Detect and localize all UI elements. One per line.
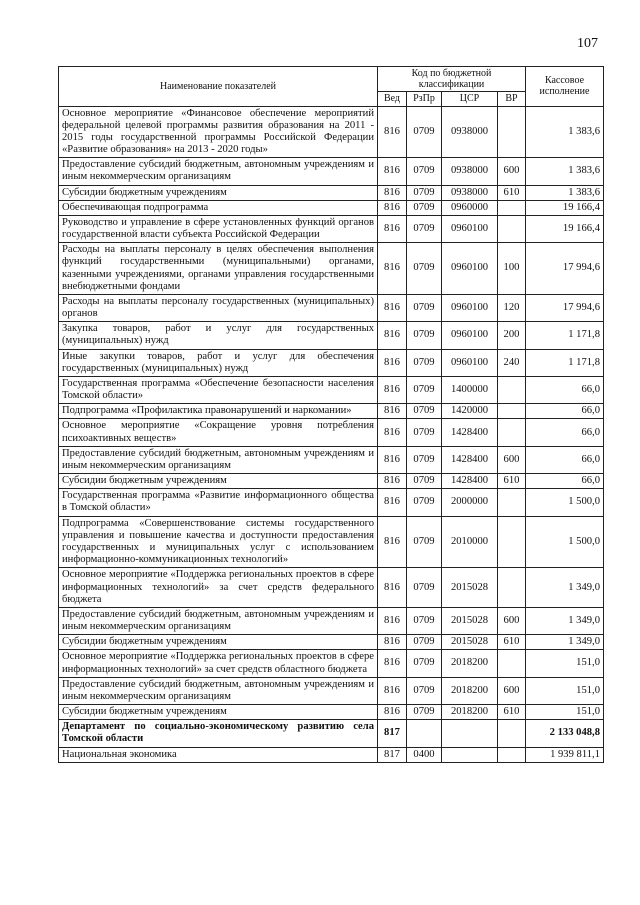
table-row	[59, 568, 604, 608]
row-name: Основное мероприятие «Поддержка региональных проектов в сфере информационных технологий» за счет средств федерального бюджета	[59, 568, 378, 608]
row-amount: 66,0	[526, 474, 604, 489]
row-amount: 1 500,0	[526, 489, 604, 516]
row-rzpr: 0709	[407, 607, 442, 634]
table-row	[59, 349, 604, 376]
row-ved: 816	[378, 419, 407, 446]
header-amount: Кассовое исполнение	[526, 67, 604, 107]
row-rzpr: 0709	[407, 404, 442, 419]
row-csr: 0960100	[442, 349, 498, 376]
row-vr: 610	[498, 185, 526, 200]
row-name: Расходы на выплаты персоналу государственных (муниципальных) органов	[59, 294, 378, 321]
row-amount: 1 500,0	[526, 516, 604, 568]
row-amount: 66,0	[526, 446, 604, 473]
row-rzpr: 0709	[407, 294, 442, 321]
row-ved: 816	[378, 474, 407, 489]
header-code-group: Код по бюджетной классификации	[378, 67, 526, 92]
row-amount: 1 383,6	[526, 185, 604, 200]
row-amount: 151,0	[526, 650, 604, 677]
row-vr: 600	[498, 607, 526, 634]
row-amount: 66,0	[526, 419, 604, 446]
table-row	[59, 200, 604, 215]
row-name: Обеспечивающая подпрограмма	[59, 200, 378, 215]
row-rzpr: 0709	[407, 446, 442, 473]
row-amount: 66,0	[526, 404, 604, 419]
row-ved: 816	[378, 516, 407, 568]
row-name: Предоставление субсидий бюджетным, автономным учреждениям и иным некоммерческим организациям	[59, 607, 378, 634]
row-csr: 2015028	[442, 635, 498, 650]
row-csr: 1428400	[442, 419, 498, 446]
row-rzpr: 0709	[407, 106, 442, 158]
row-csr: 2018200	[442, 705, 498, 720]
row-ved: 816	[378, 489, 407, 516]
row-vr: 120	[498, 294, 526, 321]
row-csr: 1428400	[442, 446, 498, 473]
row-amount: 1 349,0	[526, 635, 604, 650]
row-name: Предоставление субсидий бюджетным, автономным учреждениям и иным некоммерческим организациям	[59, 677, 378, 704]
row-vr	[498, 747, 526, 762]
row-amount: 66,0	[526, 376, 604, 403]
row-csr: 2018200	[442, 650, 498, 677]
table-row	[59, 635, 604, 650]
row-ved: 816	[378, 677, 407, 704]
row-vr: 600	[498, 677, 526, 704]
row-csr: 0938000	[442, 158, 498, 185]
row-amount: 1 939 811,1	[526, 747, 604, 762]
row-csr	[442, 747, 498, 762]
table-row	[59, 294, 604, 321]
row-ved: 816	[378, 376, 407, 403]
row-vr	[498, 568, 526, 608]
row-name: Подпрограмма «Совершенствование системы государственного управления и повышение качества и доступности предоставления государственных и муниципальных услуг с использованием информационно-коммуникационных технологий»	[59, 516, 378, 568]
row-amount: 19 166,4	[526, 215, 604, 242]
table-row	[59, 106, 604, 158]
row-ved: 816	[378, 650, 407, 677]
row-rzpr: 0709	[407, 158, 442, 185]
row-vr	[498, 404, 526, 419]
row-ved: 816	[378, 635, 407, 650]
row-rzpr: 0709	[407, 650, 442, 677]
row-amount: 17 994,6	[526, 243, 604, 295]
row-vr	[498, 200, 526, 215]
table-row	[59, 419, 604, 446]
row-rzpr: 0709	[407, 568, 442, 608]
row-ved: 816	[378, 243, 407, 295]
table-row	[59, 474, 604, 489]
row-vr: 100	[498, 243, 526, 295]
row-name: Основное мероприятие «Сокращение уровня потребления психоактивных веществ»	[59, 419, 378, 446]
row-csr: 1428400	[442, 474, 498, 489]
row-rzpr: 0709	[407, 677, 442, 704]
header-name: Наименование показателей	[59, 67, 378, 107]
row-rzpr: 0709	[407, 516, 442, 568]
row-name: Субсидии бюджетным учреждениям	[59, 705, 378, 720]
row-vr	[498, 720, 526, 747]
row-csr	[442, 720, 498, 747]
row-vr	[498, 489, 526, 516]
header-ved: Вед	[378, 92, 407, 107]
row-name: Закупка товаров, работ и услуг для государственных (муниципальных) нужд	[59, 322, 378, 349]
row-vr: 610	[498, 705, 526, 720]
row-csr: 1400000	[442, 376, 498, 403]
row-amount: 1 349,0	[526, 607, 604, 634]
row-amount: 1 171,8	[526, 322, 604, 349]
table-row	[59, 720, 604, 747]
table-row	[59, 677, 604, 704]
row-name: Государственная программа «Развитие информационного общества в Томской области»	[59, 489, 378, 516]
budget-table	[58, 66, 604, 763]
row-ved: 817	[378, 720, 407, 747]
row-name: Иные закупки товаров, работ и услуг для обеспечения государственных (муниципальных) нужд	[59, 349, 378, 376]
row-rzpr: 0709	[407, 474, 442, 489]
row-ved: 816	[378, 158, 407, 185]
row-ved: 816	[378, 294, 407, 321]
row-name: Субсидии бюджетным учреждениям	[59, 185, 378, 200]
table-row	[59, 650, 604, 677]
row-name: Руководство и управление в сфере установленных функций органов государственной власти субъекта Российской Федерации	[59, 215, 378, 242]
row-rzpr: 0709	[407, 635, 442, 650]
row-rzpr: 0709	[407, 243, 442, 295]
row-rzpr: 0709	[407, 185, 442, 200]
table-row	[59, 607, 604, 634]
row-rzpr: 0709	[407, 215, 442, 242]
table-row	[59, 158, 604, 185]
row-csr: 2000000	[442, 489, 498, 516]
table-row	[59, 376, 604, 403]
row-vr	[498, 419, 526, 446]
row-csr: 0960100	[442, 322, 498, 349]
row-vr	[498, 106, 526, 158]
row-rzpr: 0709	[407, 419, 442, 446]
row-ved: 816	[378, 446, 407, 473]
table-body	[59, 106, 604, 762]
row-name: Расходы на выплаты персоналу в целях обеспечения выполнения функций государственными (муниципальными) органами, казенными учреждениями, органами управления государственными внебюджетными фондами	[59, 243, 378, 295]
table-row	[59, 185, 604, 200]
row-ved: 816	[378, 185, 407, 200]
row-ved: 816	[378, 200, 407, 215]
row-rzpr: 0709	[407, 349, 442, 376]
row-csr: 0960000	[442, 200, 498, 215]
row-ved: 816	[378, 607, 407, 634]
row-vr	[498, 516, 526, 568]
table-row	[59, 489, 604, 516]
row-name: Предоставление субсидий бюджетным, автономным учреждениям и иным некоммерческим организациям	[59, 158, 378, 185]
row-ved: 816	[378, 568, 407, 608]
row-vr: 600	[498, 158, 526, 185]
row-csr: 0938000	[442, 185, 498, 200]
row-amount: 17 994,6	[526, 294, 604, 321]
row-rzpr: 0709	[407, 322, 442, 349]
table-row	[59, 404, 604, 419]
row-vr: 240	[498, 349, 526, 376]
row-amount: 151,0	[526, 677, 604, 704]
row-vr	[498, 215, 526, 242]
row-name: Субсидии бюджетным учреждениям	[59, 635, 378, 650]
row-rzpr: 0400	[407, 747, 442, 762]
row-name: Подпрограмма «Профилактика правонарушений и наркомании»	[59, 404, 378, 419]
table-row	[59, 516, 604, 568]
row-amount: 19 166,4	[526, 200, 604, 215]
row-vr: 200	[498, 322, 526, 349]
table-row	[59, 215, 604, 242]
row-rzpr: 0709	[407, 376, 442, 403]
row-csr: 2015028	[442, 568, 498, 608]
row-vr: 610	[498, 635, 526, 650]
row-csr: 2010000	[442, 516, 498, 568]
row-amount: 1 383,6	[526, 106, 604, 158]
table-header-row	[59, 67, 604, 92]
row-ved: 816	[378, 215, 407, 242]
row-ved: 816	[378, 404, 407, 419]
row-ved: 816	[378, 322, 407, 349]
row-name: Основное мероприятие «Поддержка региональных проектов в сфере информационных технологий» за счет средств областного бюджета	[59, 650, 378, 677]
row-csr: 0960100	[442, 243, 498, 295]
row-ved: 816	[378, 705, 407, 720]
row-ved: 816	[378, 106, 407, 158]
header-vr: ВР	[498, 92, 526, 107]
row-vr	[498, 650, 526, 677]
row-name: Субсидии бюджетным учреждениям	[59, 474, 378, 489]
row-rzpr: 0709	[407, 705, 442, 720]
table-row	[59, 322, 604, 349]
row-amount: 1 171,8	[526, 349, 604, 376]
row-rzpr: 0709	[407, 489, 442, 516]
row-name: Основное мероприятие «Финансовое обеспечение мероприятий федеральной целевой программы развития образования на 2011 - 2015 годы государственной программы Российской Федерации «Развитие образования» на 2013 - 2020 годы»	[59, 106, 378, 158]
row-name: Предоставление субсидий бюджетным, автономным учреждениям и иным некоммерческим организациям	[59, 446, 378, 473]
row-csr: 2015028	[442, 607, 498, 634]
row-csr: 0938000	[442, 106, 498, 158]
row-amount: 1 383,6	[526, 158, 604, 185]
row-rzpr	[407, 720, 442, 747]
table-row	[59, 705, 604, 720]
row-csr: 2018200	[442, 677, 498, 704]
row-amount: 1 349,0	[526, 568, 604, 608]
row-name: Департамент по социально-экономическому развитию села Томской области	[59, 720, 378, 747]
row-csr: 1420000	[442, 404, 498, 419]
row-vr: 610	[498, 474, 526, 489]
header-csr: ЦСР	[442, 92, 498, 107]
table-row	[59, 243, 604, 295]
table-row	[59, 747, 604, 762]
row-amount: 2 133 048,8	[526, 720, 604, 747]
row-name: Государственная программа «Обеспечение безопасности населения Томской области»	[59, 376, 378, 403]
row-csr: 0960100	[442, 294, 498, 321]
row-csr: 0960100	[442, 215, 498, 242]
row-vr	[498, 376, 526, 403]
row-vr: 600	[498, 446, 526, 473]
table-row	[59, 446, 604, 473]
row-name: Национальная экономика	[59, 747, 378, 762]
row-ved: 816	[378, 349, 407, 376]
row-ved: 817	[378, 747, 407, 762]
page-number: 107	[577, 36, 598, 51]
header-rzpr: РзПр	[407, 92, 442, 107]
row-amount: 151,0	[526, 705, 604, 720]
row-rzpr: 0709	[407, 200, 442, 215]
